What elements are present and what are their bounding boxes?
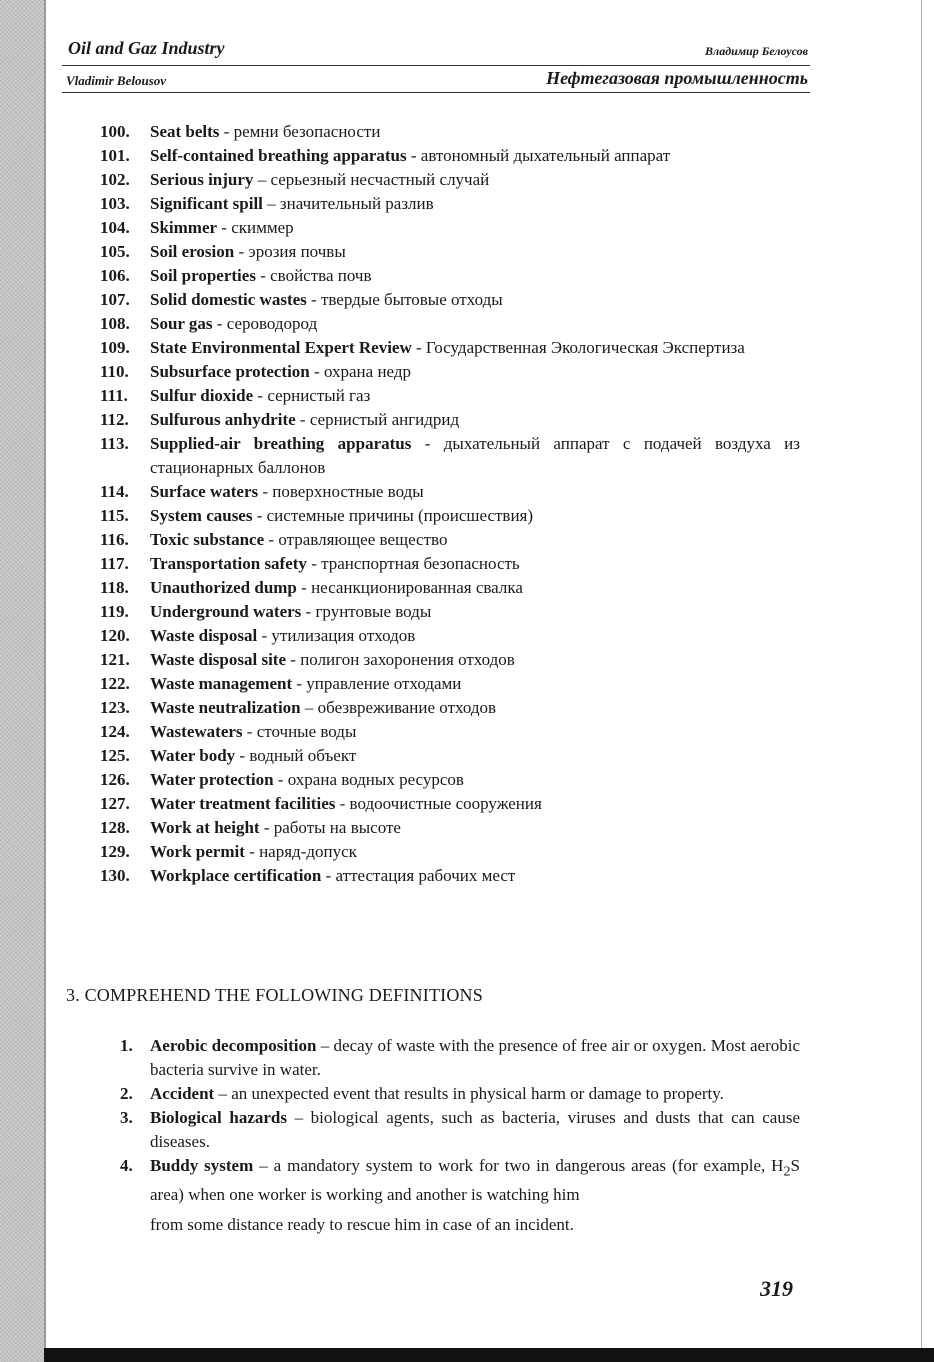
glossary-item: [100, 840, 800, 864]
glossary-translation: эрозия почвы: [248, 242, 346, 261]
glossary-translation: наряд-допуск: [259, 842, 357, 861]
glossary-number: 105.: [100, 242, 130, 261]
glossary-term: Solid domestic wastes: [150, 290, 307, 309]
definition-term: Biological hazards: [150, 1108, 287, 1127]
glossary-term: Wastewaters: [150, 722, 243, 741]
glossary-item: [100, 576, 800, 600]
glossary-item: [100, 432, 800, 480]
glossary-translation: полигон захоронения отходов: [300, 650, 515, 669]
glossary-separator: –: [253, 170, 271, 189]
glossary-number: 112.: [100, 410, 129, 429]
definition-text: biological agents, such as bacteria, viruses and dusts that can cause diseases.: [150, 1108, 800, 1151]
glossary-item: [100, 336, 800, 360]
glossary-item: [100, 120, 800, 144]
glossary-translation: дыхательный аппарат с подачей воздуха из стационарных баллонов: [150, 434, 800, 477]
definition-item: 2. Accident – an unexpected event that results in physical harm or damage to property.: [112, 1082, 800, 1106]
definition-term: Buddy system: [150, 1156, 254, 1175]
glossary-separator: -: [273, 770, 288, 789]
glossary-separator: -: [242, 722, 257, 741]
glossary-separator: -: [212, 314, 227, 333]
definition-term: Aerobic decomposition: [150, 1036, 317, 1055]
glossary-separator: -: [296, 578, 312, 597]
glossary-separator: -: [292, 674, 307, 693]
glossary-translation: значительный разлив: [279, 194, 434, 213]
glossary-translation: обезвреживание отходов: [317, 698, 497, 717]
glossary-separator: -: [295, 410, 310, 429]
glossary-number: 129.: [100, 842, 130, 861]
definition-number: 3.: [120, 1108, 133, 1127]
glossary-term: Surface waters: [150, 482, 259, 501]
glossary-number: 128.: [100, 818, 130, 837]
header-rule-top: [62, 65, 810, 66]
glossary-term: System causes: [150, 506, 253, 525]
glossary-separator: -: [264, 530, 279, 549]
glossary-term: Waste disposal: [150, 626, 258, 645]
glossary-item: [100, 192, 800, 216]
glossary-translation: отравляющее вещество: [278, 530, 448, 549]
definitions-list: [112, 1034, 800, 1237]
definition-term: Accident: [150, 1084, 215, 1103]
glossary-item: [100, 288, 800, 312]
glossary-translation: ремни безопасности: [233, 122, 381, 141]
glossary-item: [100, 696, 800, 720]
glossary-number: 121.: [100, 650, 130, 669]
glossary-item: [100, 528, 800, 552]
glossary-separator: -: [335, 794, 350, 813]
glossary-term: Waste neutralization: [150, 698, 301, 717]
page-number: 319: [760, 1276, 793, 1301]
glossary-item: [100, 144, 800, 168]
spine-edge: [44, 0, 46, 1362]
running-header-title: Oil and Gaz Industry: [68, 38, 225, 58]
definition-item: 3. Biological hazards – biological agents, such as bacteria, viruses and dusts that can cause diseases.: [120, 1108, 800, 1151]
glossary-item: [100, 216, 800, 240]
glossary-item: [100, 240, 800, 264]
header-rule-bottom: [62, 92, 810, 93]
definition-text-last-line: from some distance ready to rescue him in case of an incident.: [150, 1215, 574, 1235]
definition-item: 1. Aerobic decomposition – decay of waste with the presence of free air or oxygen. Most aerobic bacteria survive in water.: [120, 1036, 801, 1079]
glossary-number: 102.: [100, 170, 130, 189]
glossary-term: Transportation safety: [150, 554, 307, 573]
glossary-translation: водоочистные сооружения: [349, 794, 542, 813]
glossary-translation: сероводород: [226, 314, 318, 333]
glossary-term: Soil erosion: [150, 242, 235, 261]
section-heading: 3. COMPREHEND THE FOLLOWING DEFINITIONS: [66, 985, 483, 1005]
glossary-term: Sulfur dioxide: [150, 386, 254, 405]
glossary-term: Sulfurous anhydrite: [150, 410, 296, 429]
glossary-separator: –: [262, 194, 280, 213]
glossary-translation: грунтовые воды: [315, 602, 432, 621]
glossary-translation: несанкционированная свалка: [311, 578, 523, 597]
glossary-number: 115.: [100, 506, 129, 525]
glossary-separator: -: [235, 746, 250, 765]
glossary-term: Water body: [150, 746, 236, 765]
glossary-item: [100, 360, 800, 384]
scan-bottom-border: [44, 1348, 934, 1362]
glossary-term: Significant spill: [150, 194, 263, 213]
glossary-item: [100, 624, 800, 648]
glossary-number: 117.: [100, 554, 129, 573]
glossary-translation: скиммер: [231, 218, 294, 237]
glossary-term: Supplied-air breathing apparatus: [150, 434, 412, 453]
glossary-translation: управление отходами: [306, 674, 462, 693]
glossary-number: 104.: [100, 218, 130, 237]
glossary-term: Sour gas: [150, 314, 213, 333]
glossary-number: 100.: [100, 122, 130, 141]
glossary-translation: сточные воды: [256, 722, 357, 741]
glossary-translation: аттестация рабочих мест: [335, 866, 516, 885]
running-header-title-ru: Нефтегазовая промышленность: [546, 68, 808, 88]
glossary-item: [100, 864, 800, 888]
glossary-term: Workplace certification: [150, 866, 322, 885]
glossary-item: [100, 504, 800, 528]
glossary-item: [100, 408, 800, 432]
glossary-term: Seat belts: [150, 122, 220, 141]
glossary-number: 124.: [100, 722, 130, 741]
glossary-translation: охрана водных ресурсов: [287, 770, 464, 789]
glossary-number: 125.: [100, 746, 130, 765]
glossary-item: [100, 312, 800, 336]
glossary-item: [100, 792, 800, 816]
glossary-translation: охрана недр: [323, 362, 412, 381]
glossary-number: 119.: [100, 602, 129, 621]
glossary-separator: -: [411, 338, 426, 357]
glossary-translation: сернистый ангидрид: [309, 410, 460, 429]
definition-text: an unexpected event that results in physical harm or damage to property.: [231, 1084, 724, 1103]
glossary-number: 130.: [100, 866, 130, 885]
definition-number: 2.: [120, 1084, 133, 1103]
glossary-separator: -: [411, 434, 444, 453]
glossary-term: Toxic substance: [150, 530, 265, 549]
glossary-separator: -: [306, 290, 321, 309]
glossary-translation: автономный дыхательный аппарат: [420, 146, 671, 165]
glossary-separator: –: [300, 698, 318, 717]
definition-text: decay of waste with the presence of free air or oxygen. Most aerobic bacteria survive in water.: [150, 1036, 801, 1079]
glossary-item: [100, 648, 800, 672]
glossary-term: Waste disposal site: [150, 650, 287, 669]
glossary-number: 120.: [100, 626, 130, 645]
glossary-term: Serious injury: [150, 170, 254, 189]
definition-text-cont: S area) when one worker is working and another is watching him: [150, 1156, 801, 1205]
glossary-separator: -: [253, 386, 268, 405]
glossary-number: 107.: [100, 290, 130, 309]
glossary-item: [100, 168, 800, 192]
glossary-term: Subsurface protection: [150, 362, 310, 381]
glossary-number: 103.: [100, 194, 130, 213]
glossary-separator: -: [244, 842, 260, 861]
glossary-number: 110.: [100, 362, 129, 381]
glossary-translation: Государственная Экологическая Экспертиза: [425, 338, 745, 357]
glossary-item: [100, 720, 800, 744]
glossary-separator: -: [257, 626, 272, 645]
glossary-number: 126.: [100, 770, 130, 789]
glossary-number: 118.: [100, 578, 129, 597]
glossary-separator: -: [306, 554, 322, 573]
glossary-separator: -: [286, 650, 301, 669]
glossary-translation: свойства почв: [270, 266, 372, 285]
glossary-translation: сернистый газ: [267, 386, 371, 405]
glossary-item: [100, 384, 800, 408]
glossary-term: Work permit: [150, 842, 245, 861]
glossary-number: 127.: [100, 794, 130, 813]
glossary-term: Water treatment facilities: [150, 794, 336, 813]
glossary-number: 106.: [100, 266, 130, 285]
glossary-term: Waste management: [150, 674, 293, 693]
glossary-term: Underground waters: [150, 602, 302, 621]
glossary-translation: серьезный несчастный случай: [270, 170, 490, 189]
glossary-term: Self-contained breathing apparatus: [150, 146, 407, 165]
glossary-list: [100, 120, 800, 888]
glossary-separator: -: [217, 218, 232, 237]
glossary-separator: -: [255, 266, 271, 285]
glossary-separator: -: [234, 242, 249, 261]
glossary-number: 114.: [100, 482, 129, 501]
glossary-term: Soil properties: [150, 266, 256, 285]
glossary-number: 113.: [100, 434, 129, 453]
glossary-number: 111.: [100, 386, 128, 405]
glossary-number: 123.: [100, 698, 130, 717]
glossary-number: 109.: [100, 338, 130, 357]
definition-number: 4.: [120, 1156, 133, 1175]
definition-text: a mandatory system to work for two in dangerous areas (for example, H: [273, 1156, 784, 1175]
glossary-item: [100, 552, 800, 576]
glossary-separator: -: [219, 122, 234, 141]
glossary-term: Work at height: [150, 818, 260, 837]
glossary-separator: -: [406, 146, 421, 165]
definition-item: 4. Buddy system – a mandatory system to work for two in dangerous areas (for example, $H_2S$ area) when one worker is working and another is watching him from some distance ready to rescue him in case of an incident.: [112, 1154, 800, 1237]
glossary-separator: -: [301, 602, 316, 621]
running-header-author-ru: Владимир Белоусов: [705, 44, 808, 58]
glossary-item: [100, 264, 800, 288]
glossary-term: State Environmental Expert Review: [150, 338, 412, 357]
book-spine-shadow: [0, 0, 44, 1362]
glossary-number: 116.: [100, 530, 129, 549]
page-edge: [921, 0, 922, 1362]
glossary-separator: -: [258, 482, 273, 501]
glossary-item: [100, 816, 800, 840]
glossary-translation: утилизация отходов: [271, 626, 416, 645]
glossary-number: 122.: [100, 674, 130, 693]
glossary-item: [100, 480, 800, 504]
glossary-item: [100, 768, 800, 792]
glossary-term: Water protection: [150, 770, 274, 789]
glossary-term: Skimmer: [150, 218, 218, 237]
glossary-separator: -: [321, 866, 336, 885]
subscript: 2: [783, 1163, 791, 1180]
glossary-translation: работы на высоте: [273, 818, 401, 837]
glossary-translation: системные причины (происшествия): [266, 506, 534, 525]
glossary-translation: транспортная безопасность: [321, 554, 520, 573]
glossary-translation: поверхностные воды: [272, 482, 424, 501]
glossary-item: [100, 744, 800, 768]
glossary-item: [100, 672, 800, 696]
glossary-translation: водный объект: [249, 746, 357, 765]
glossary-item: [100, 600, 800, 624]
glossary-separator: -: [252, 506, 267, 525]
glossary-separator: -: [259, 818, 274, 837]
running-header-author: Vladimir Belousov: [66, 73, 167, 88]
definition-number: 1.: [120, 1036, 133, 1055]
glossary-number: 101.: [100, 146, 130, 165]
glossary-separator: -: [309, 362, 324, 381]
glossary-term: Unauthorized dump: [150, 578, 297, 597]
glossary-number: 108.: [100, 314, 130, 333]
glossary-translation: твердые бытовые отходы: [320, 290, 503, 309]
